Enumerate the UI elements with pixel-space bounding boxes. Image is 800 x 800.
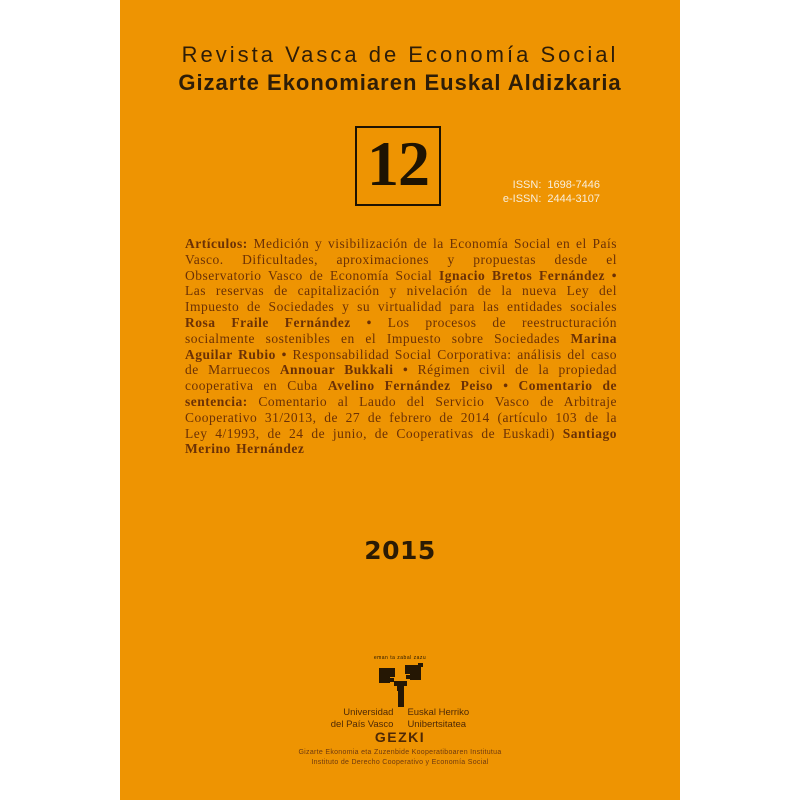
university-names: [120, 707, 680, 730]
journal-title-basque: Gizarte Ekonomiaren Euskal Aldizkaria: [178, 70, 622, 95]
university-name-spanish-line1: Universidad: [343, 707, 394, 718]
publication-year: 2015: [364, 536, 436, 565]
university-motto: eman ta zabal zazu: [373, 655, 427, 661]
eissn-value: 2444-3107: [547, 192, 600, 205]
masthead: [120, 42, 680, 96]
issue-number-box: [355, 126, 441, 206]
issn-value: 1698-7446: [547, 179, 600, 191]
eissn-line: [430, 193, 600, 207]
university-name-spanish-line2: del País Vasco: [330, 718, 394, 730]
issue-number: 12: [367, 128, 429, 199]
issn-label: ISSN:: [512, 179, 542, 191]
university-name-basque: [407, 707, 469, 730]
institute-acronym: GEZKI: [374, 729, 426, 745]
upv-ehu-logo-icon: [377, 663, 423, 707]
eissn-label: e-ISSN:: [502, 192, 542, 205]
issn-block: [430, 179, 600, 206]
university-name-basque-line1: Euskal Herriko: [407, 707, 470, 718]
issn-line: [430, 179, 600, 193]
cover-page: [120, 0, 680, 800]
university-name-basque-line2: Unibertsitatea: [407, 718, 467, 730]
institute-full-names: [120, 748, 680, 767]
university-name-spanish: [331, 707, 394, 730]
institute-name-basque: Gizarte Ekonomia eta Zuzenbide Kooperatiboaren Institutua: [298, 749, 502, 756]
journal-title-spanish: Revista Vasca de Economía Social: [181, 42, 619, 67]
institute-name-spanish: Instituto de Derecho Cooperativo y Economía Social: [311, 758, 489, 766]
articles-summary: Artículos: Medición y visibilización de la Economía Social en el País Vasco. Dificultades, aproximaciones y propuestas desde el Observatorio Vasco de Economía Social Ignacio Bretos Fernández • Las reservas de capitalización y nivelación de la nueva Ley del Impuesto de Sociedades y su virtualidad para las entidades sociales Rosa Fraile Fernández • Los procesos de reestructuración socialmente sostenibles en el Impuesto sobre Sociedades Marina Aguilar Rubio • Responsabilidad Social Corporativa: análisis del caso de Marruecos Annouar Bukkali • Régimen civil de la propiedad cooperativa en Cuba Avelino Fernández Peiso • Comentario de sentencia: Comentario al Laudo del Servicio Vasco de Arbitraje Cooperativo 31/2013, de 27 de febrero de 2014 (artículo 103 de la Ley 4/1993, de 24 de junio, de Cooperativas de Euskadi) Santiago Merino Hernández: [185, 236, 618, 457]
